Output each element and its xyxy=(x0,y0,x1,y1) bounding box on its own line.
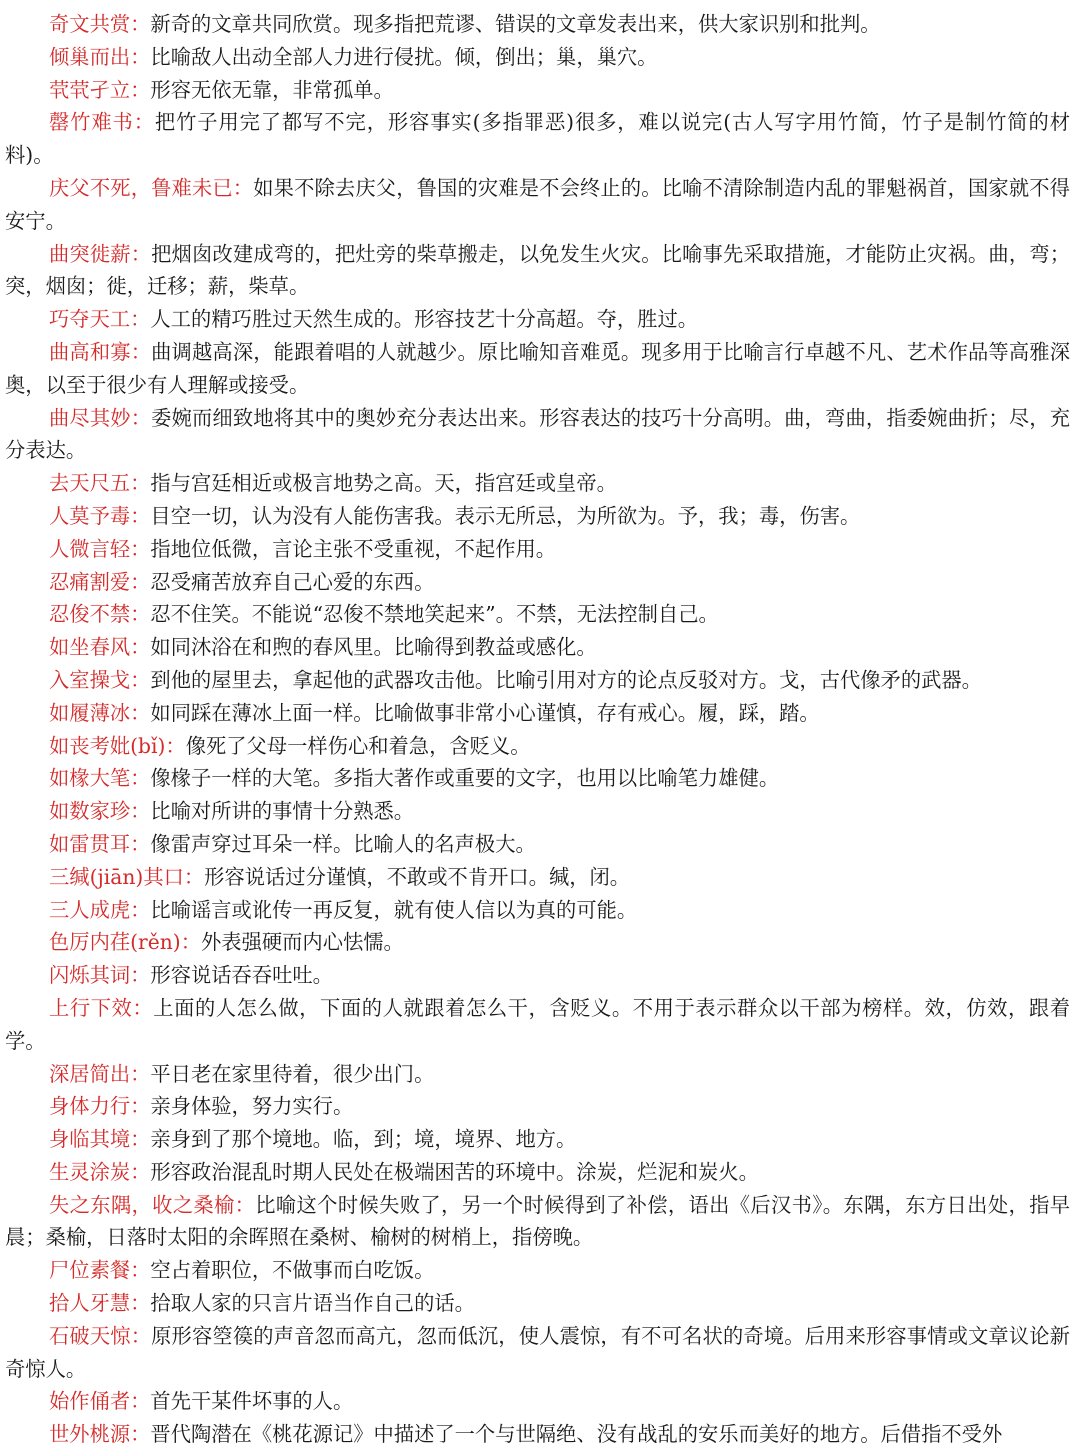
idiom-term: 闪烁其词： xyxy=(49,963,151,988)
entry xyxy=(5,402,1070,468)
idiom-term: 如雷贯耳： xyxy=(49,831,151,856)
idiom-definition: 如同踩在薄冰上面一样。比喻做事非常小心谨慎，存有戒心。履，踩，踏。 xyxy=(150,700,820,725)
idiom-definition: 比喻对所讲的事情十分熟悉。 xyxy=(150,799,415,824)
entry xyxy=(5,697,1070,730)
idiom-definition: 忍不住笑。不能说“忍俊不禁地笑起来”。不禁，无法控制自己。 xyxy=(150,602,719,627)
idiom-definition: 把烟囱改建成弯的，把灶旁的柴草搬走，以免发生火灾。比喻事先采取措施，才能防止灾祸。曲，弯；突，烟囱；徙，迁移；薪，柴草。 xyxy=(5,241,1070,299)
idiom-definition: 到他的屋里去，拿起他的武器攻击他。比喻引用对方的论点反驳对方。戈，古代像矛的武器。 xyxy=(150,667,982,692)
entry xyxy=(5,730,1070,763)
entry xyxy=(5,74,1070,107)
idiom-term: 身临其境： xyxy=(49,1127,151,1152)
entry xyxy=(5,533,1070,566)
idiom-term: 人微言轻： xyxy=(49,536,151,561)
idiom-term: 茕茕孑立： xyxy=(49,77,151,102)
idiom-definition: 比喻敌人出动全部人力进行侵扰。倾，倒出；巢，巢穴。 xyxy=(150,44,658,69)
idiom-term: 石破天惊： xyxy=(49,1323,152,1348)
entry xyxy=(5,992,1070,1058)
idiom-definition: 形容说话吞吞吐吐。 xyxy=(150,963,333,988)
idiom-term: 曲高和寡： xyxy=(49,339,152,364)
idiom-term: 曲尽其妙： xyxy=(49,405,152,430)
idiom-definition: 委婉而细致地将其中的奥妙充分表达出来。形容表达的技巧十分高明。曲，弯曲，指委婉曲折；尽，充分表达。 xyxy=(5,405,1070,463)
entry xyxy=(5,8,1070,41)
idiom-definition: 形容无依无靠，非常孤单。 xyxy=(150,77,394,102)
idiom-definition: 人工的精巧胜过天然生成的。形容技艺十分高超。夺，胜过。 xyxy=(150,307,699,332)
entry xyxy=(5,664,1070,697)
entry xyxy=(5,467,1070,500)
idiom-definition: 亲身体验，努力实行。 xyxy=(150,1094,354,1119)
idiom-term: 罄竹难书： xyxy=(49,110,155,135)
idiom-definition: 像雷声穿过耳朵一样。比喻人的名声极大。 xyxy=(150,831,536,856)
idiom-term: 奇文共赏： xyxy=(49,12,151,36)
idiom-term: 去天尺五： xyxy=(49,471,151,496)
entry xyxy=(5,1090,1070,1123)
idiom-term: 身体力行： xyxy=(49,1094,151,1119)
idiom-definition: 首先干某件坏事的人。 xyxy=(150,1389,354,1414)
entry xyxy=(5,959,1070,992)
entry xyxy=(5,1385,1070,1418)
idiom-definition: 原形容箜篌的声音忽而高亢，忽而低沉，使人震惊，有不可名状的奇境。后用来形容事情或文章议论新奇惊人。 xyxy=(5,1323,1070,1381)
idiom-term: 倾巢而出： xyxy=(49,44,151,69)
idiom-definition: 外表强硬而内心怯懦。 xyxy=(201,930,404,955)
idiom-term: 拾人牙慧： xyxy=(49,1291,151,1316)
entry xyxy=(5,336,1070,402)
entry xyxy=(5,238,1070,304)
entry xyxy=(5,41,1070,74)
entry xyxy=(5,566,1070,599)
idiom-definition: 形容说话过分谨慎，不敢或不肯开口。缄，闭。 xyxy=(204,864,631,889)
idiom-definition: 比喻这个时候失败了，另一个时候得到了补偿，语出《后汉书》。东隅，东方日出处，指早晨；桑榆，日落时太阳的余晖照在桑树、榆树的树梢上，指傍晚。 xyxy=(5,1192,1070,1250)
idiom-term: 如履薄冰： xyxy=(49,700,151,725)
idiom-term: 三缄(jiān)其口： xyxy=(49,864,205,889)
entry xyxy=(5,106,1070,172)
entry xyxy=(5,795,1070,828)
idiom-definition: 目空一切，认为没有人能伤害我。表示无所忌，为所欲为。予，我；毒，伤害。 xyxy=(150,503,861,528)
idiom-term: 如坐春风： xyxy=(49,635,151,660)
idiom-term: 庆父不死，鲁难未已： xyxy=(49,175,254,200)
entry xyxy=(5,1254,1070,1287)
idiom-term: 忍俊不禁： xyxy=(49,602,151,627)
idiom-definition: 新奇的文章共同欣赏。现多指把荒谬、错误的文章发表出来，供大家识别和批判。 xyxy=(150,12,881,36)
entry xyxy=(5,828,1070,861)
idiom-term: 巧夺天工： xyxy=(49,307,151,332)
idiom-term: 三人成虎： xyxy=(49,897,151,922)
idiom-definition: 指地位低微，言论主张不受重视，不起作用。 xyxy=(150,536,557,561)
idiom-definition: 平日老在家里待着，很少出门。 xyxy=(150,1061,435,1086)
idiom-term: 如椽大笔： xyxy=(49,766,151,791)
idiom-term: 曲突徙薪： xyxy=(49,241,152,266)
idiom-term: 始作俑者： xyxy=(49,1389,151,1414)
entry xyxy=(5,894,1070,927)
entry xyxy=(5,1189,1070,1255)
entry xyxy=(5,1058,1070,1091)
idiom-definition: 形容政治混乱时期人民处在极端困苦的环境中。涂炭，烂泥和炭火。 xyxy=(150,1159,759,1184)
entry xyxy=(5,1123,1070,1156)
entry xyxy=(5,303,1070,336)
idiom-definition: 亲身到了那个境地。临，到；境，境界、地方。 xyxy=(150,1127,577,1152)
idiom-term: 上行下效： xyxy=(49,995,154,1020)
idiom-term: 深居简出： xyxy=(49,1061,151,1086)
idiom-term: 入室操戈： xyxy=(49,667,151,692)
idiom-term: 忍痛割爱： xyxy=(49,569,151,594)
idiom-definition: 如果不除去庆父，鲁国的灾难是不会终止的。比喻不清除制造内乱的罪魁祸首，国家就不得安宁。 xyxy=(5,175,1070,233)
idiom-definition: 忍受痛苦放弃自己心爱的东西。 xyxy=(150,569,435,594)
entry xyxy=(5,1156,1070,1189)
idiom-definition: 指与宫廷相近或极言地势之高。天，指宫廷或皇帝。 xyxy=(150,471,617,496)
entry xyxy=(5,1418,1070,1451)
idiom-definition: 空占着职位，不做事而白吃饭。 xyxy=(150,1258,435,1283)
entry xyxy=(5,1320,1070,1386)
entry xyxy=(5,172,1070,238)
idiom-definition: 像死了父母一样伤心和着急，含贬义。 xyxy=(185,733,531,758)
idiom-definition: 如同沐浴在和煦的春风里。比喻得到教益或感化。 xyxy=(150,635,597,660)
entry xyxy=(5,861,1070,894)
idiom-term: 如丧考妣(bǐ)： xyxy=(49,733,186,758)
entry xyxy=(5,598,1070,631)
idiom-definition: 把竹子用完了都写不完，形容事实(多指罪恶)很多，难以说完(古人写字用竹简，竹子是制竹简的材料)。 xyxy=(5,110,1070,168)
idiom-term: 色厉内荏(rěn)： xyxy=(49,930,201,955)
idiom-term: 如数家珍： xyxy=(49,799,151,824)
entry xyxy=(5,926,1070,959)
idiom-definition: 比喻谣言或讹传一再反复，就有使人信以为真的可能。 xyxy=(150,897,638,922)
idiom-definition: 曲调越高深，能跟着唱的人就越少。原比喻知音难觅。现多用于比喻言行卓越不凡、艺术作品等高雅深奥，以至于很少有人理解或接受。 xyxy=(5,339,1070,397)
idiom-term: 尸位素餐： xyxy=(49,1258,151,1283)
entry xyxy=(5,762,1070,795)
idiom-definition: 像椽子一样的大笔。多指大著作或重要的文字，也用以比喻笔力雄健。 xyxy=(150,766,780,791)
entry xyxy=(5,631,1070,664)
entry xyxy=(5,1287,1070,1320)
idiom-definition: 晋代陶潜在《桃花源记》中描述了一个与世隔绝、没有战乱的安乐而美好的地方。后借指不受外 xyxy=(150,1422,1003,1447)
idiom-term: 生灵涂炭： xyxy=(49,1159,151,1184)
entry xyxy=(5,500,1070,533)
idiom-definition: 拾取人家的只言片语当作自己的话。 xyxy=(150,1291,475,1316)
idiom-definition: 上面的人怎么做，下面的人就跟着怎么干，含贬义。不用于表示群众以干部为榜样。效，仿效，跟着学。 xyxy=(5,995,1070,1053)
idiom-term: 人莫予毒： xyxy=(49,503,151,528)
idiom-term: 世外桃源： xyxy=(49,1422,151,1447)
idiom-term: 失之东隅，收之桑榆： xyxy=(49,1192,256,1217)
